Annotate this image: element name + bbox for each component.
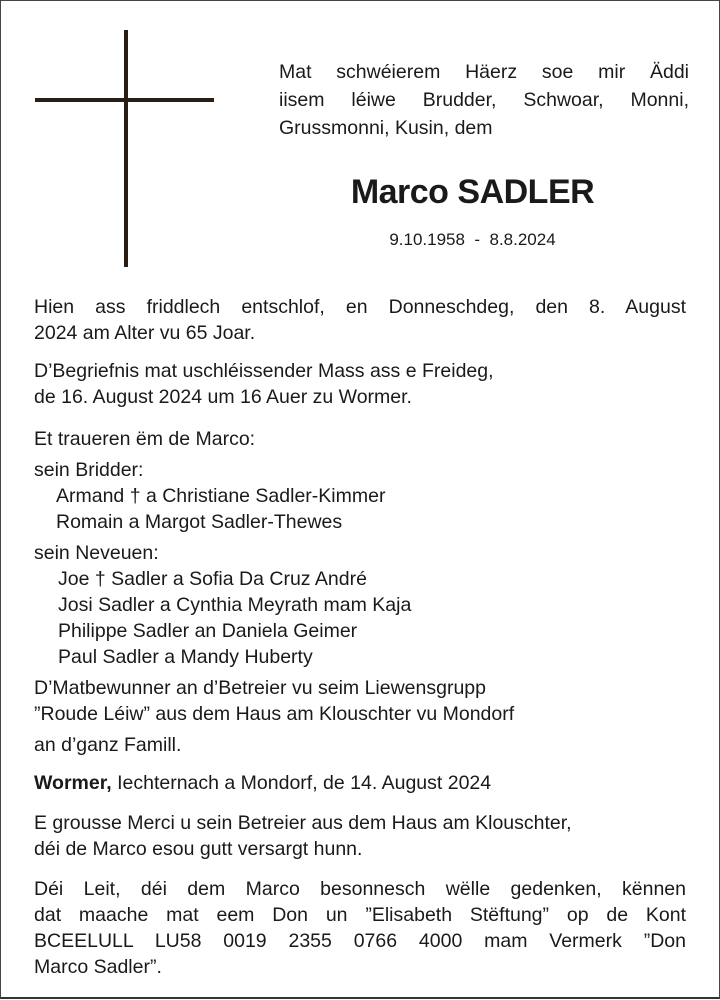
donation-line: Marco Sadler”. bbox=[34, 956, 162, 978]
notice-body bbox=[34, 294, 686, 992]
brothers-label: sein Bridder: bbox=[34, 459, 144, 481]
place-date bbox=[34, 770, 686, 796]
family-line: an d’ganz Famill. bbox=[34, 734, 182, 756]
thanks-text bbox=[34, 810, 686, 862]
residents-line: D’Matbewunner an d’Betreier vu seim Liewensgrupp bbox=[34, 677, 486, 699]
nephew-entry: Josi Sadler a Cynthia Meyrath mam Kaja bbox=[58, 594, 412, 616]
brother-entry: Armand † a Christiane Sadler-Kimmer bbox=[56, 485, 386, 507]
life-dates: 9.10.1958 - 8.8.2024 bbox=[389, 230, 556, 249]
cross-icon-horizontal bbox=[35, 98, 214, 102]
nephew-entry: Philippe Sadler an Daniela Geimer bbox=[58, 620, 358, 642]
nephews-label: sein Neveuen: bbox=[34, 542, 159, 564]
mourners-list bbox=[34, 426, 686, 758]
cross-icon-vertical bbox=[124, 30, 128, 267]
place-name: Wormer, bbox=[34, 772, 112, 794]
donation-line: Déi Leit, déi dem Marco besonnesch wëlle gedenken, kënnen bbox=[34, 878, 686, 900]
intro-text bbox=[279, 58, 689, 142]
intro-line: Grussmonni, Kusin, dem bbox=[279, 117, 493, 139]
intro-line: Mat schwéierem Häerz soe mir Äddi bbox=[279, 61, 689, 83]
funeral-line: D’Begriefnis mat uschléissender Mass ass e Freideg, bbox=[34, 360, 494, 382]
donation-text bbox=[34, 876, 686, 980]
funeral-info bbox=[34, 358, 686, 410]
place-date-rest: Iechternach a Mondorf, de 14. August 2024 bbox=[111, 772, 492, 794]
thanks-line: déi de Marco esou gutt versargt hunn. bbox=[34, 838, 363, 860]
nephew-entry: Paul Sadler a Mandy Huberty bbox=[58, 646, 313, 668]
residents-line: ”Roude Léiw” aus dem Haus am Klouschter vu Mondorf bbox=[34, 703, 515, 725]
death-notice-line: 2024 am Alter vu 65 Joar. bbox=[34, 322, 256, 344]
deceased-name: Marco SADLER bbox=[350, 173, 595, 211]
mourners-intro: Et traueren ëm de Marco: bbox=[34, 428, 256, 450]
nephew-entry: Joe † Sadler a Sofia Da Cruz André bbox=[58, 568, 367, 590]
brother-entry: Romain a Margot Sadler-Thewes bbox=[56, 511, 343, 533]
death-notice bbox=[34, 294, 686, 346]
funeral-line: de 16. August 2024 um 16 Auer zu Wormer. bbox=[34, 386, 412, 408]
donation-line: dat maache mat eem Don un ”Elisabeth Stëftung” op de Kont bbox=[34, 904, 686, 926]
donation-line: BCEELULL LU58 0019 2355 0766 4000 mam Vermerk ”Don bbox=[34, 930, 686, 952]
thanks-line: E grousse Merci u sein Betreier aus dem Haus am Klouschter, bbox=[34, 812, 572, 834]
intro-line: iisem léiwe Brudder, Schwoar, Monni, bbox=[279, 89, 689, 111]
death-notice-line: Hien ass friddlech entschlof, en Donneschdeg, den 8. August bbox=[34, 296, 686, 318]
